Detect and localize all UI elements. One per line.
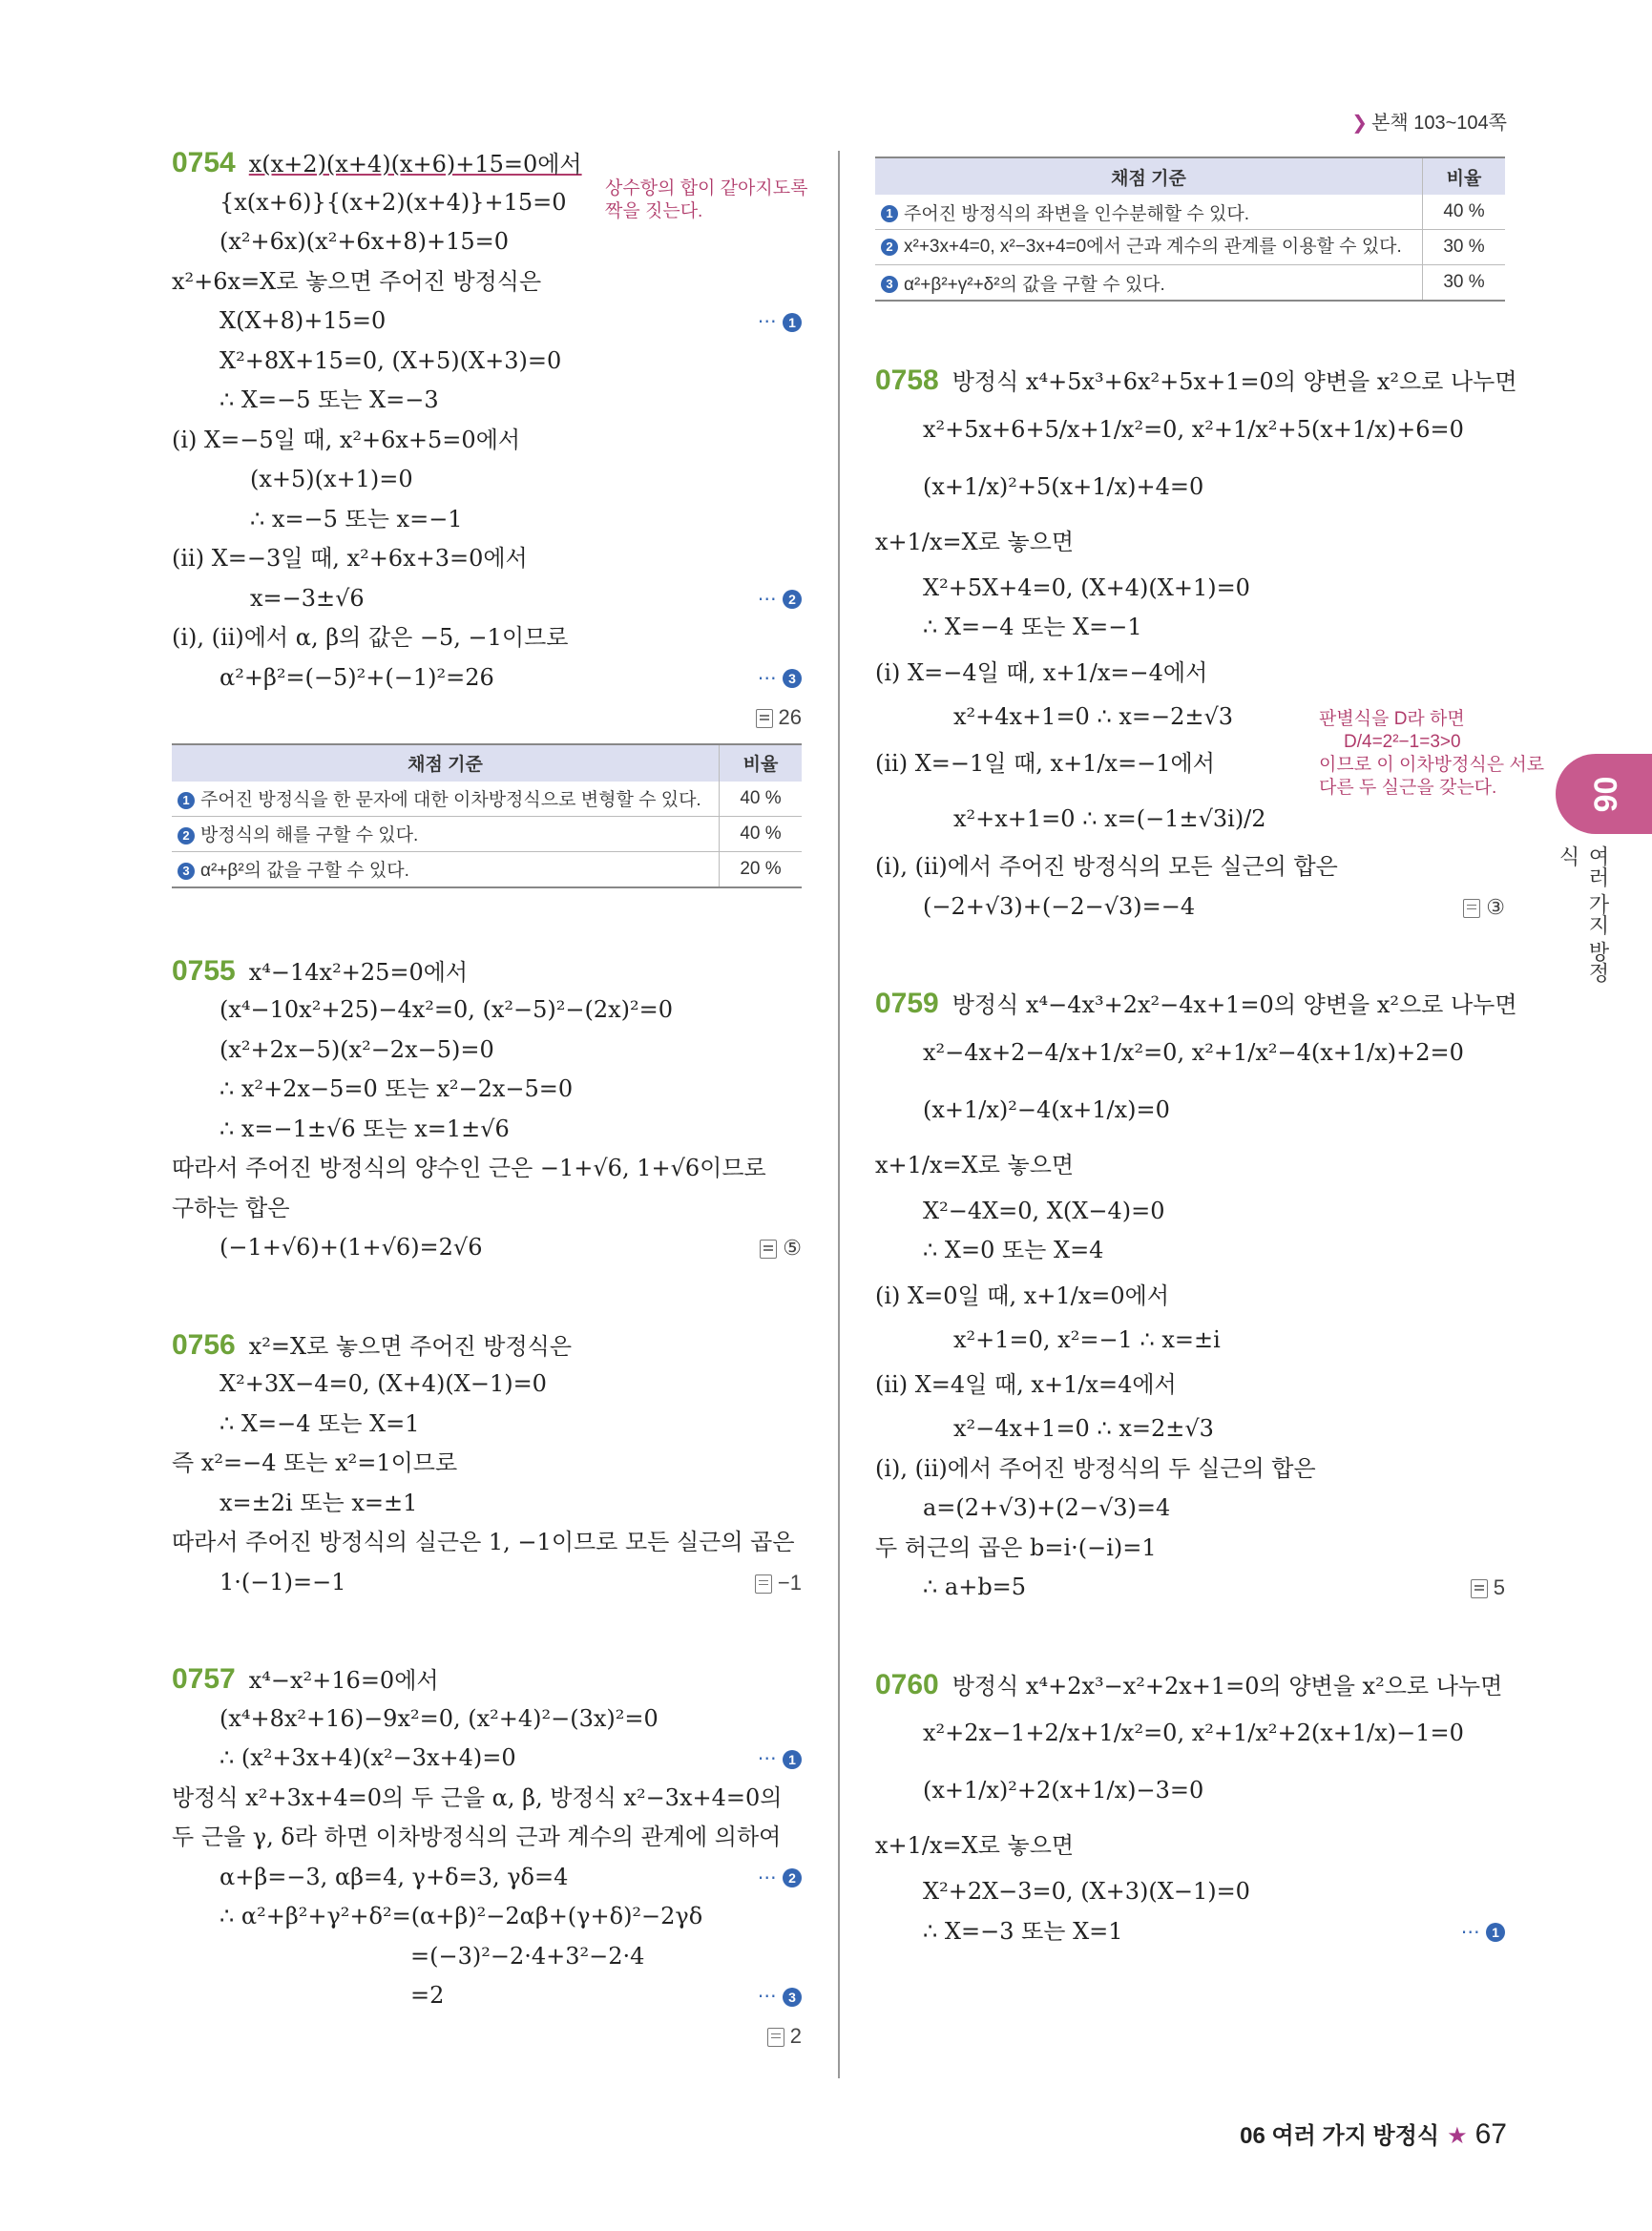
- solution-line: X²+5X+4=0, (X+4)(X+1)=0: [923, 573, 1250, 601]
- answer: ③: [1463, 887, 1505, 928]
- problem-number: 0756: [172, 1328, 236, 1361]
- solution-line: x²−4x+1=0 ∴ x=2±√3: [953, 1415, 1214, 1442]
- solution-line: (i), (ii)에서 주어진 방정식의 모든 실근의 합은: [875, 853, 1338, 880]
- solution-line: α+β=−3, αβ=4, γ+δ=3, γδ=4: [220, 1863, 569, 1890]
- problem-number: 0757: [172, 1663, 236, 1695]
- page-footer: [1240, 2116, 1507, 2151]
- solution-line: (i) X=−4일 때, x+1/x=−4에서: [875, 658, 1208, 686]
- solution-line: (ii) X=−1일 때, x+1/x=−1에서: [875, 750, 1215, 777]
- solution-line: 두 근을 γ, δ라 하면 이차방정식의 근과 계수의 관계에 의하여: [172, 1824, 782, 1850]
- answer-icon: [1463, 899, 1480, 918]
- solution-line: x(x+2)(x+4)(x+6)+15=0에서: [248, 151, 582, 177]
- step-marker-1: ⋯ 1: [1461, 1912, 1505, 1952]
- problem-0758: [875, 361, 1517, 927]
- step-marker-2: ⋯ 2: [758, 579, 802, 619]
- solution-line: x²−4x+2−4/x+1/x²=0, x²+1/x²−4(x+1/x)+2=0: [923, 1038, 1464, 1066]
- answer: 26: [756, 698, 802, 738]
- step-marker-2: ⋯ 2: [758, 1858, 802, 1898]
- answer-icon: [1471, 1579, 1488, 1598]
- solution-line: x²+x+1=0 ∴ x=(−1±√3i)/2: [953, 805, 1266, 832]
- table-row: 2 방정식의 해를 구할 수 있다. 40 %: [172, 816, 802, 851]
- solution-line: (x+1/x)²−4(x+1/x)=0: [923, 1095, 1170, 1123]
- solution-line: x²+2x−1+2/x+1/x²=0, x²+1/x²+2(x+1/x)−1=0: [923, 1720, 1464, 1746]
- step-marker-1: ⋯ 1: [758, 1739, 802, 1779]
- footer-chapter: 06 여러 가지 방정식: [1240, 2123, 1440, 2149]
- problem-0756: [172, 1325, 802, 1603]
- solution-line: X²+8X+15=0, (X+5)(X+3)=0: [220, 346, 562, 374]
- solution-line: (x+1/x)²+2(x+1/x)−3=0: [923, 1777, 1204, 1804]
- table-header: 채점 기준: [172, 744, 720, 782]
- table-row: 3 α²+β²의 값을 구할 수 있다. 20 %: [172, 851, 802, 887]
- solution-line: =2: [410, 1982, 445, 2009]
- solution-line: ∴ X=0 또는 X=4: [923, 1237, 1104, 1263]
- problem-number: 0759: [875, 988, 939, 1019]
- solution-line: x²+5x+6+5/x+1/x²=0, x²+1/x²+5(x+1/x)+6=0: [923, 415, 1464, 443]
- problem-number: 0758: [875, 365, 939, 396]
- solution-line: (i), (ii)에서 주어진 방정식의 두 실근의 합은: [875, 1454, 1316, 1482]
- table-row: 1 주어진 방정식의 좌변을 인수분해할 수 있다. 40 %: [875, 195, 1505, 230]
- answer: 5: [1471, 1568, 1505, 1608]
- solution-line: (i), (ii)에서 α, β의 값은 −5, −1이므로: [172, 624, 569, 651]
- answer: 2: [767, 2016, 802, 2056]
- solution-line: x²+6x=X로 놓으면 주어진 방정식은: [172, 267, 542, 295]
- solution-line: ∴ X=−3 또는 X=1: [923, 1917, 1123, 1945]
- solution-line: x⁴−14x²+25=0에서: [248, 958, 469, 986]
- solution-line: a=(2+√3)+(2−√3)=4: [923, 1494, 1171, 1521]
- answer-icon: [760, 1240, 777, 1259]
- solution-line: ∴ X=−5 또는 X=−3: [220, 386, 439, 413]
- solution-line: ∴ x=−5 또는 x=−1: [250, 505, 463, 532]
- solution-line: (i) X=−5일 때, x²+6x+5=0에서: [172, 426, 521, 453]
- left-column: [172, 143, 802, 2055]
- book-reference: ❯ 본책 103~104쪽: [1351, 113, 1507, 134]
- solution-line: (ii) X=4일 때, x+1/x=4에서: [875, 1371, 1177, 1398]
- table-row: 1 주어진 방정식을 한 문자에 대한 이차방정식으로 변형할 수 있다. 40 %: [172, 782, 802, 817]
- side-note-0754: 상수항의 합이 같아지도록 짝을 짓는다.: [605, 178, 808, 221]
- problem-0754: [172, 143, 802, 888]
- solution-line: ∴ X=−4 또는 X=−1: [923, 614, 1142, 640]
- solution-line: ∴ x=−1±√6 또는 x=1±√6: [220, 1115, 510, 1142]
- solution-line: (x+1/x)²+5(x+1/x)+4=0: [923, 472, 1204, 500]
- solution-line: 방정식 x⁴+5x³+6x²+5x+1=0의 양변을 x²으로 나누면: [951, 368, 1517, 395]
- solution-line: (ii) X=−3일 때, x²+6x+3=0에서: [172, 545, 528, 572]
- step-marker-1: ⋯ 1: [758, 302, 802, 342]
- column-divider: [838, 151, 840, 2078]
- chapter-tab-label: 여러 가지 방정식: [1557, 845, 1610, 984]
- side-note-0758: 판별식을 D라 하면 D/4=2²−1=3>0 이므로 이 이차방정식은 서로 다른 두 실근을 갖는다.: [1319, 709, 1545, 798]
- problem-0755: [172, 951, 802, 1268]
- solution-line: 방정식 x²+3x+4=0의 두 근을 α, β, 방정식 x²−3x+4=0의: [172, 1783, 783, 1811]
- solution-line: x=−3±√6: [250, 584, 365, 612]
- solution-line: 따라서 주어진 방정식의 양수인 근은 −1+√6, 1+√6이므로: [172, 1155, 766, 1181]
- solution-line: ∴ α²+β²+γ²+δ²=(α+β)²−2αβ+(γ+δ)²−2γδ: [220, 1903, 703, 1929]
- table-row: 3 α²+β²+γ²+δ²의 값을 구할 수 있다. 30 %: [875, 265, 1505, 302]
- solution-line: x²=X로 놓으면 주어진 방정식은: [248, 1332, 573, 1360]
- solution-line: x⁴−x²+16=0에서: [248, 1667, 439, 1694]
- solution-line: x+1/x=X로 놓으면: [875, 528, 1075, 555]
- solution-line: (i) X=0일 때, x+1/x=0에서: [875, 1282, 1170, 1309]
- solution-line: x²+4x+1=0 ∴ x=−2±√3: [953, 702, 1234, 730]
- solution-line: (x⁴−10x²+25)−4x²=0, (x²−5)²−(2x)²=0: [220, 996, 674, 1023]
- solution-line: X²+2X−3=0, (X+3)(X−1)=0: [923, 1878, 1250, 1905]
- solution-line: x+1/x=X로 놓으면: [875, 1151, 1075, 1178]
- solution-line: X²−4X=0, X(X−4)=0: [923, 1197, 1165, 1224]
- problem-0760: [875, 1665, 1505, 1952]
- page-number: 67: [1474, 2118, 1507, 2150]
- solution-line: (x⁴+8x²+16)−9x²=0, (x²+4)²−(3x)²=0: [220, 1704, 659, 1732]
- problem-0759: [875, 984, 1517, 1608]
- problem-number: 0760: [875, 1668, 939, 1700]
- chapter-tab: 06: [1556, 754, 1652, 834]
- problem-0757: [172, 1659, 802, 2055]
- solution-line: (x²+2x−5)(x²−2x−5)=0: [220, 1035, 494, 1063]
- table-row: 2 x²+3x+4=0, x²−3x+4=0에서 근과 계수의 관계를 이용할 수 있다. 30 %: [875, 230, 1505, 265]
- solution-line: x=±2i 또는 x=±1: [220, 1489, 418, 1516]
- solution-line: 두 허근의 곱은 b=i·(−i)=1: [875, 1533, 1157, 1561]
- solution-line: (−2+√3)+(−2−√3)=−4: [923, 892, 1196, 920]
- solution-line: (x+5)(x+1)=0: [250, 466, 413, 492]
- solution-line: (x²+6x)(x²+6x+8)+15=0: [220, 228, 509, 255]
- solution-line: 따라서 주어진 방정식의 실근은 1, −1이므로 모든 실근의 곱은: [172, 1529, 795, 1555]
- problem-number: 0754: [172, 147, 236, 178]
- solution-line: ∴ a+b=5: [923, 1574, 1027, 1600]
- solution-line: x+1/x=X로 놓으면: [875, 1832, 1075, 1859]
- solution-line: X²+3X−4=0, (X+4)(X−1)=0: [220, 1370, 547, 1397]
- step-marker-3: ⋯ 3: [758, 1976, 802, 2016]
- step-marker-3: ⋯ 3: [758, 658, 802, 698]
- solution-line: =(−3)²−2·4+3²−2·4: [410, 1942, 645, 1970]
- answer-icon: [767, 2028, 784, 2047]
- table-header: 비율: [720, 744, 803, 782]
- table-header: 채점 기준: [875, 157, 1423, 195]
- scoring-table-0754: [172, 743, 802, 888]
- solution-line: {x(x+6)}{(x+2)(x+4)}+15=0: [220, 188, 567, 216]
- solution-line: X(X+8)+15=0: [220, 307, 387, 334]
- table-header: 비율: [1423, 157, 1506, 195]
- problem-number: 0755: [172, 954, 236, 987]
- solution-line: 방정식 x⁴−4x³+2x²−4x+1=0의 양변을 x²으로 나누면: [951, 991, 1517, 1018]
- answer: ⑤: [760, 1228, 802, 1268]
- solution-line: (−1+√6)+(1+√6)=2√6: [220, 1234, 483, 1261]
- solution-line: α²+β²=(−5)²+(−1)²=26: [220, 663, 494, 691]
- answer-icon: [755, 1574, 772, 1594]
- solution-line: x²+1=0, x²=−1 ∴ x=±i: [953, 1325, 1221, 1353]
- solution-line: 구하는 합은: [172, 1194, 290, 1221]
- solution-line: ∴ x²+2x−5=0 또는 x²−2x−5=0: [220, 1075, 574, 1102]
- solution-line: 방정식 x⁴+2x³−x²+2x+1=0의 양변을 x²으로 나누면: [951, 1672, 1503, 1699]
- solution-line: 1·(−1)=−1: [220, 1568, 346, 1595]
- right-column: [875, 151, 1517, 1951]
- star-icon: ★: [1447, 2123, 1468, 2149]
- solution-line: ∴ X=−4 또는 X=1: [220, 1409, 420, 1437]
- scoring-table-0757: [875, 156, 1505, 302]
- solution-line: 즉 x²=−4 또는 x²=1이므로: [172, 1449, 458, 1476]
- answer: −1: [755, 1563, 802, 1603]
- answer-icon: [756, 709, 773, 728]
- solution-line: ∴ (x²+3x+4)(x²−3x+4)=0: [220, 1744, 516, 1771]
